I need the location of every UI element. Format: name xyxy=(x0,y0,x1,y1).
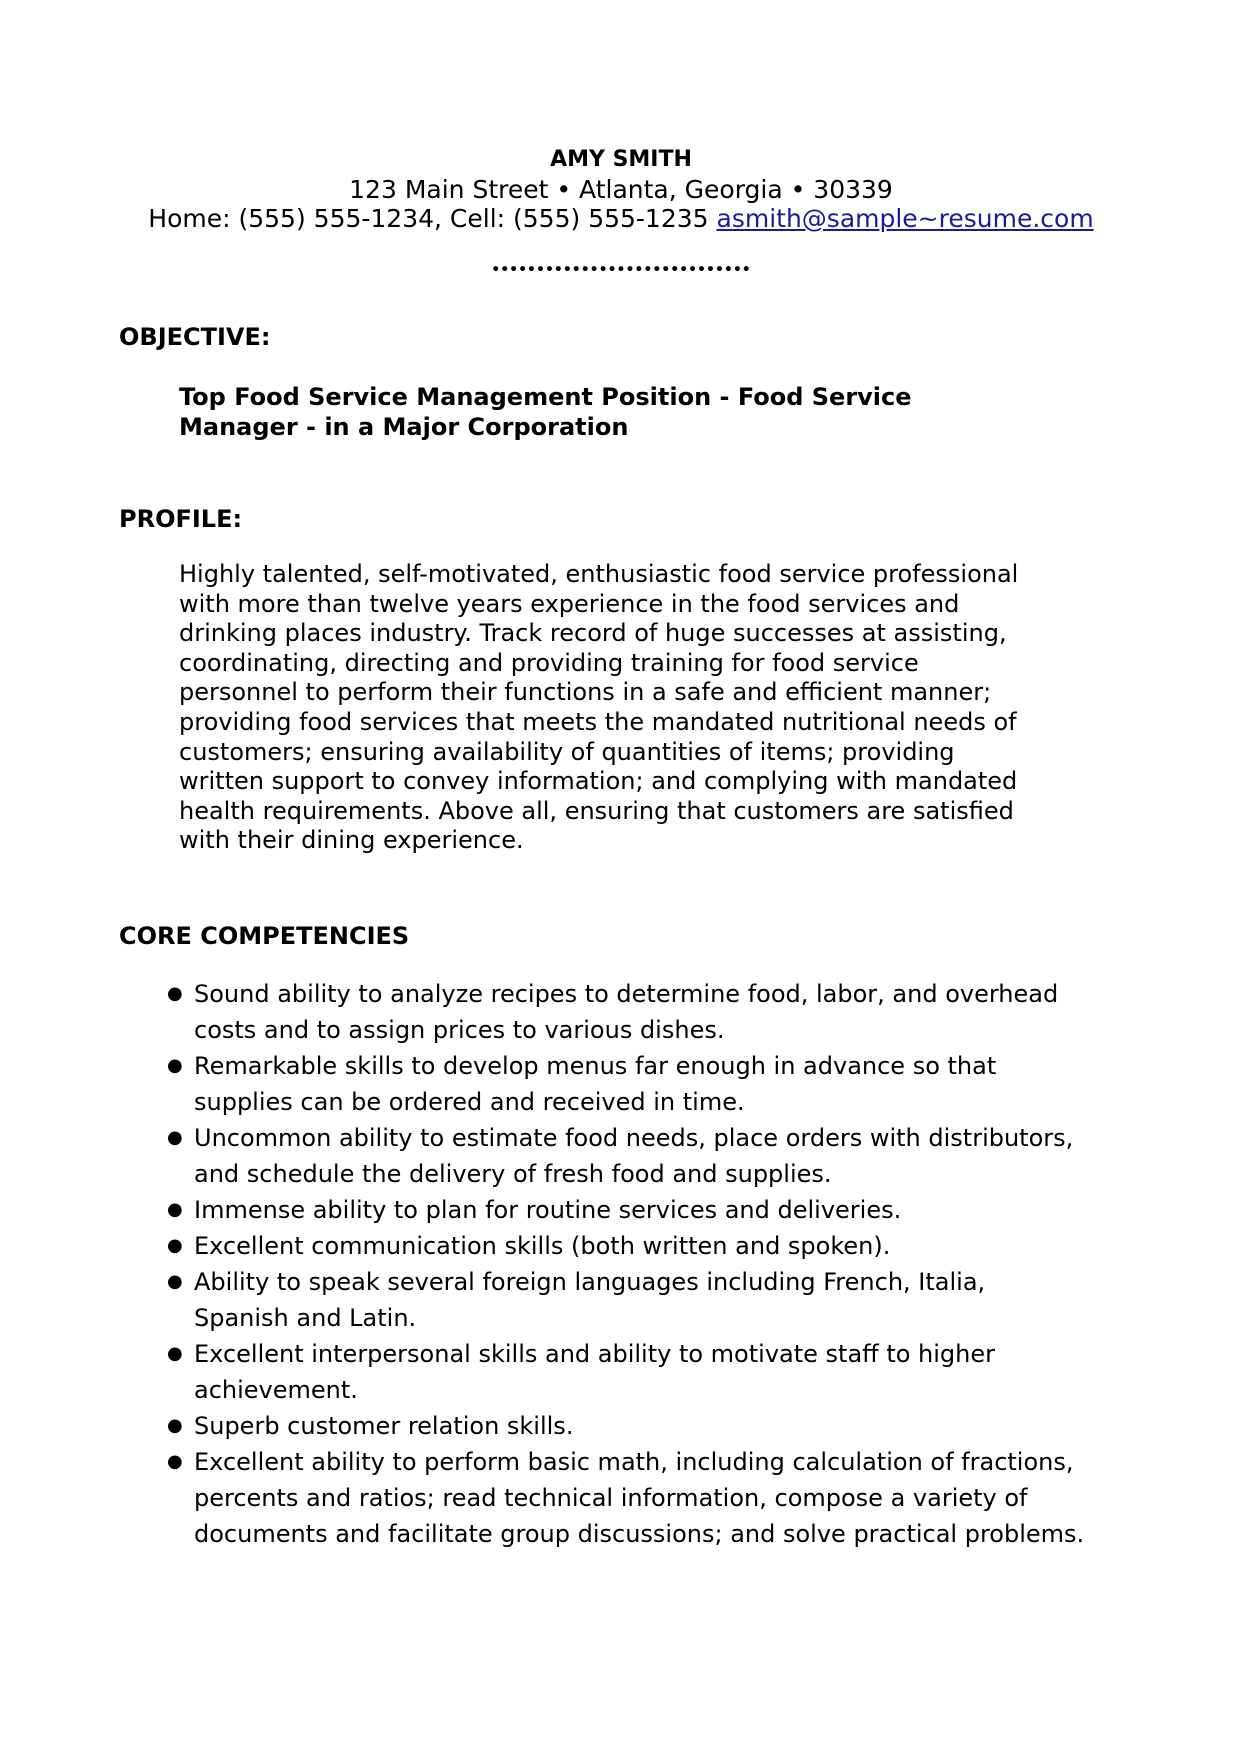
list-item-text: Sound ability to analyze recipes to determine food, labor, and overhead costs and to assign prices to various dishes. xyxy=(194,980,1059,1044)
list-item xyxy=(163,1264,1163,1336)
bullet-icon: ● xyxy=(167,1343,183,1364)
competencies-heading: CORE COMPETENCIES xyxy=(119,922,410,950)
list-item-text: Ability to speak several foreign languages including French, Italia, Spanish and Latin. xyxy=(194,1268,986,1332)
objective-line-2: Manager - in a Major Corporation xyxy=(179,413,629,441)
bullet-icon: ● xyxy=(167,1271,183,1292)
list-item-text: Excellent ability to perform basic math, including calculation of fractions, percents and ratios; read technical information, compose a variety of documents and facilitate group discussions; and solve practical problems. xyxy=(194,1448,1085,1548)
list-item xyxy=(163,1444,1163,1552)
bullet-icon: ● xyxy=(167,983,183,1004)
objective-line-1: Top Food Service Management Position - Food Service xyxy=(179,383,912,411)
list-item-text: Excellent communication skills (both written and spoken). xyxy=(194,1232,891,1260)
profile-text: Highly talented, self-motivated, enthusiastic food service professional with more than twelve years experience in the food services and drinking places industry. Track record of huge successes at assisting, coordinating, directing and providing training for food service personnel to perform their functions in a safe and efficient manner; providing food services that meets the mandated nutritional needs of customers; ensuring availability of quantities of items; providing written support to convey information; and complying with mandated health requirements. Above all, ensuring that customers are satisfied with their dining experience. xyxy=(179,560,1019,855)
bullet-icon: ● xyxy=(167,1235,183,1256)
bullet-icon: ● xyxy=(167,1055,183,1076)
list-item xyxy=(163,1408,1163,1444)
candidate-address: 123 Main Street • Atlanta, Georgia • 30339 xyxy=(349,175,893,204)
list-item-text: Uncommon ability to estimate food needs, place orders with distributors, and schedule the delivery of fresh food and supplies. xyxy=(194,1124,1074,1188)
candidate-email-link[interactable]: asmith@sample~resume.com xyxy=(716,204,1094,233)
bullet-icon: ● xyxy=(167,1451,183,1472)
candidate-name: AMY SMITH xyxy=(550,147,692,172)
list-item-text: Remarkable skills to develop menus far enough in advance so that supplies can be ordered and received in time. xyxy=(194,1052,997,1116)
bullet-icon: ● xyxy=(167,1415,183,1436)
list-item xyxy=(163,1120,1163,1192)
list-item-text: Superb customer relation skills. xyxy=(194,1412,574,1440)
list-item xyxy=(163,1336,1163,1408)
list-item-text: Immense ability to plan for routine services and deliveries. xyxy=(194,1196,902,1224)
list-item xyxy=(163,1228,1163,1264)
resume-header xyxy=(0,145,1242,233)
list-item xyxy=(163,1048,1163,1120)
list-item-text: Excellent interpersonal skills and ability to motivate staff to higher achievement. xyxy=(194,1340,995,1404)
list-item xyxy=(163,1192,1163,1228)
profile-heading: PROFILE: xyxy=(119,505,243,533)
candidate-contact xyxy=(0,204,1242,233)
bullet-icon: ● xyxy=(167,1127,183,1148)
bullet-icon: ● xyxy=(167,1199,183,1220)
header-divider: ••••••••••••••••••••••••••••• xyxy=(491,262,751,278)
competencies-list xyxy=(163,976,1163,1552)
objective-heading: OBJECTIVE: xyxy=(119,323,271,351)
list-item xyxy=(163,976,1163,1048)
candidate-phones: Home: (555) 555-1234, Cell: (555) 555-1235 xyxy=(148,204,717,233)
objective-text xyxy=(179,382,999,442)
